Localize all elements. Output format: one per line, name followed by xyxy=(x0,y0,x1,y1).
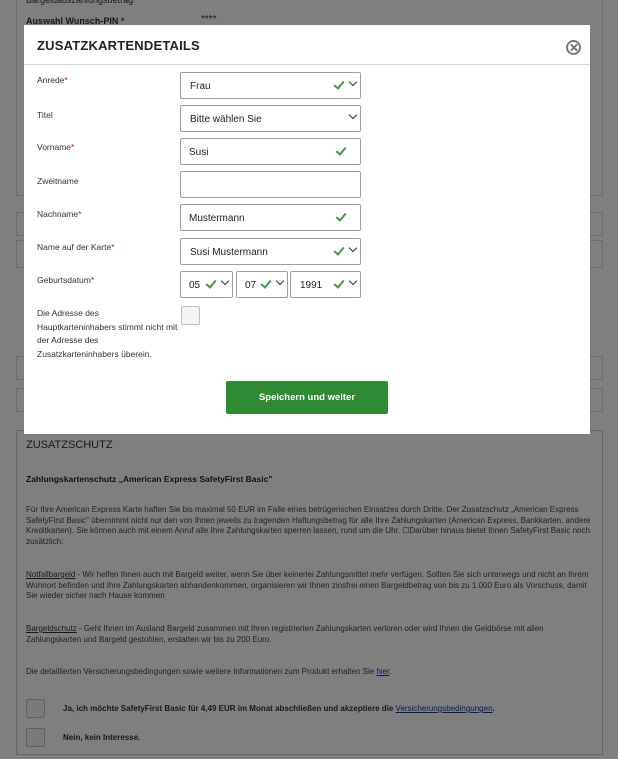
checkmark-icon xyxy=(337,146,349,154)
zusatzkarten-modal xyxy=(24,25,590,434)
chevron-down-icon xyxy=(276,280,284,288)
titel-value: Bitte wählen Sie xyxy=(190,114,262,125)
anrede-value: Frau xyxy=(190,81,211,92)
geburtsdatum-day-select[interactable] xyxy=(180,271,233,298)
modal-header xyxy=(24,25,590,65)
geburtsdatum-month-select[interactable] xyxy=(236,271,288,298)
name-karte-select[interactable] xyxy=(180,238,361,265)
zweitname-input[interactable] xyxy=(180,171,361,198)
anrede-select[interactable] xyxy=(180,72,361,99)
checkmark-icon xyxy=(335,80,347,88)
chevron-down-icon xyxy=(349,114,357,122)
checkmark-icon xyxy=(207,279,219,287)
chevron-down-icon xyxy=(349,247,357,255)
vorname-input[interactable] xyxy=(180,138,361,165)
titel-select[interactable] xyxy=(180,105,361,132)
save-continue-button[interactable]: Speichern und weiter xyxy=(226,381,388,414)
geburtsdatum-day-value: 05 xyxy=(189,280,201,291)
vorname-value: Susi xyxy=(189,147,209,158)
modal-title: ZUSATZKARTENDETAILS xyxy=(37,38,200,53)
chevron-down-icon xyxy=(349,280,357,288)
checkmark-icon xyxy=(335,279,347,287)
anrede-label: Anrede* xyxy=(37,75,68,85)
chevron-down-icon xyxy=(221,280,229,288)
geburtsdatum-year-select[interactable] xyxy=(290,271,361,298)
nachname-label: Nachname* xyxy=(37,209,82,219)
geburtsdatum-month-value: 07 xyxy=(245,280,257,291)
checkmark-icon xyxy=(262,279,274,287)
checkmark-icon xyxy=(335,246,347,254)
close-icon[interactable] xyxy=(566,40,581,55)
nachname-value: Mustermann xyxy=(189,213,245,224)
name-karte-label: Name auf der Karte* xyxy=(37,242,115,252)
geburtsdatum-year-value: 1991 xyxy=(300,280,323,291)
address-checkbox-label: Die Adresse des Hauptkarteninhabers stimmt nicht mit der Adresse des Zusatzkarteninhabers überein. xyxy=(37,308,178,359)
geburtsdatum-label: Geburtsdatum* xyxy=(37,275,95,285)
zweitname-label: Zweitname xyxy=(37,176,79,186)
nachname-input[interactable] xyxy=(180,204,361,231)
chevron-down-icon xyxy=(349,81,357,89)
address-differs-checkbox[interactable] xyxy=(181,306,200,325)
checkmark-icon xyxy=(337,212,349,220)
vorname-label: Vorname* xyxy=(37,142,75,152)
titel-label: Titel xyxy=(37,110,53,120)
name-karte-value: Susi Mustermann xyxy=(190,247,268,258)
